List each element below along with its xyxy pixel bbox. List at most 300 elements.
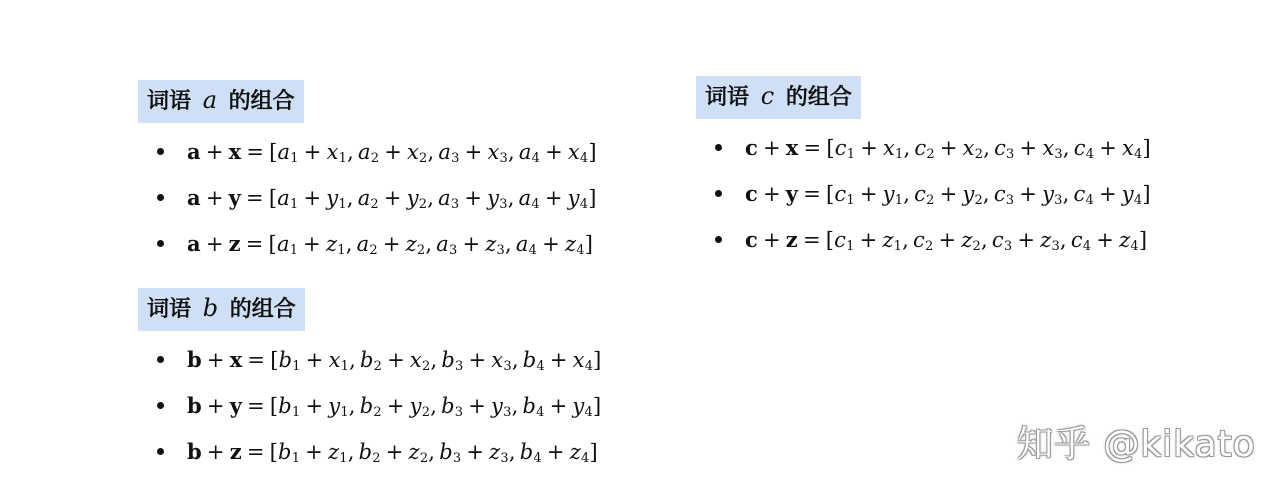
plus-sign: + (464, 140, 483, 164)
term-index: 3 (503, 359, 512, 374)
comma: , (507, 186, 515, 210)
bullet-icon (715, 190, 722, 197)
term-index: 2 (421, 405, 431, 420)
lhs-vector: b (187, 439, 202, 464)
term-index: 3 (1005, 193, 1015, 208)
plus-sign: + (763, 228, 781, 252)
lhs-vector: b (187, 347, 202, 372)
term-var: x (487, 140, 500, 164)
comma: , (1062, 136, 1070, 160)
term-index: 2 (421, 359, 431, 374)
term-index: 1 (895, 147, 904, 162)
term-var: b (358, 440, 373, 464)
lhs-vector: y (228, 185, 242, 210)
watermark: 知乎 @kikato (1017, 424, 1256, 465)
term-var: b (359, 394, 374, 418)
term-index: 4 (531, 197, 540, 212)
comma: , (1062, 182, 1070, 206)
term-index: 2 (972, 239, 982, 254)
comma: , (428, 440, 436, 464)
comma: , (981, 228, 988, 252)
term-index: 3 (449, 243, 458, 258)
heading-label-after: 的组合 (229, 297, 296, 322)
plus-sign: + (468, 348, 487, 372)
term-var: x (328, 348, 341, 372)
bullet-icon (715, 144, 722, 151)
lhs-vector: z (229, 439, 242, 464)
section-c (696, 76, 1151, 263)
plus-sign: + (468, 394, 487, 418)
bullet-icon (157, 240, 164, 247)
comma: , (1059, 228, 1067, 252)
lhs-vector: z (228, 231, 241, 256)
term-index: 3 (1003, 239, 1013, 254)
close-bracket: ] (1142, 136, 1151, 160)
plus-sign: + (305, 440, 323, 464)
section-b-equation-list (138, 337, 602, 475)
comma: , (427, 186, 435, 210)
term-index: 3 (1054, 193, 1063, 208)
term-index: 2 (926, 193, 935, 208)
equation-item (696, 125, 1151, 171)
term-var: a (438, 140, 452, 164)
equation (187, 394, 601, 418)
term-var: a (357, 186, 371, 210)
term-index: 4 (1133, 193, 1143, 208)
heading-label-before: 词语 (147, 89, 192, 114)
comma: , (505, 232, 512, 256)
term-var: a (276, 232, 290, 256)
equation (187, 232, 593, 256)
term-var: z (569, 440, 581, 464)
equals-sign: = (247, 348, 266, 372)
term-var: y (572, 394, 585, 418)
plus-sign: + (938, 228, 957, 252)
comma: , (902, 228, 910, 252)
term-index: 4 (1085, 147, 1095, 162)
plus-sign: + (382, 232, 401, 256)
term-index: 3 (455, 359, 464, 374)
plus-sign: + (1019, 182, 1038, 206)
equation (187, 440, 598, 464)
term-index: 4 (584, 405, 593, 420)
term-var: z (961, 228, 973, 252)
term-index: 1 (338, 151, 348, 166)
plus-sign: + (544, 186, 563, 210)
term-index: 2 (974, 193, 983, 208)
term-var: y (1121, 182, 1134, 206)
plus-sign: + (206, 394, 225, 418)
term-var: b (278, 440, 292, 464)
term-var: c (991, 228, 1004, 252)
term-index: 4 (579, 151, 589, 166)
term-index: 1 (846, 147, 856, 162)
equals-sign: = (247, 394, 265, 418)
bullet-icon (157, 356, 164, 363)
section-c-equation-list (696, 125, 1151, 263)
term-var: y (328, 394, 341, 418)
term-var: a (515, 232, 529, 256)
term-var: c (1073, 182, 1086, 206)
plus-sign: + (939, 182, 958, 206)
plus-sign: + (205, 186, 224, 210)
lhs-vector: y (229, 393, 243, 418)
term-index: 4 (1082, 239, 1092, 254)
bullet-icon (157, 148, 164, 155)
heading-label-after: 的组合 (785, 85, 852, 110)
equals-sign: = (246, 186, 264, 210)
term-index: 3 (451, 151, 460, 166)
comma: , (346, 186, 354, 210)
term-var: x (409, 348, 422, 372)
plus-sign: + (384, 140, 402, 164)
term-var: z (408, 440, 420, 464)
open-bracket: [ (269, 394, 279, 418)
term-index: 3 (1006, 147, 1015, 162)
term-var: x (572, 348, 585, 372)
term-index: 4 (1085, 193, 1094, 208)
term-index: 2 (416, 243, 426, 258)
plus-sign: + (859, 182, 878, 206)
section-c-heading (696, 76, 861, 119)
term-var: a (277, 140, 291, 164)
term-index: 2 (373, 359, 383, 374)
term-var: c (914, 136, 927, 160)
term-index: 3 (1051, 239, 1060, 254)
heading-label-after: 的组合 (228, 89, 295, 114)
term-index: 2 (419, 451, 429, 466)
term-var: y (882, 182, 895, 206)
open-bracket: [ (269, 440, 279, 464)
equation (745, 182, 1151, 206)
term-index: 1 (291, 451, 301, 466)
term-index: 1 (340, 405, 349, 420)
term-var: x (1042, 136, 1055, 160)
term-index: 3 (500, 451, 509, 466)
term-index: 3 (496, 243, 506, 258)
section-a (138, 80, 597, 267)
term-var: c (834, 182, 847, 206)
plus-sign: + (545, 140, 563, 164)
term-index: 4 (533, 451, 542, 466)
term-index: 1 (290, 151, 299, 166)
plus-sign: + (466, 440, 485, 464)
term-var: b (359, 348, 374, 372)
term-index: 2 (926, 147, 935, 162)
plus-sign: + (462, 232, 481, 256)
open-bracket: [ (826, 136, 835, 160)
term-var: x (882, 136, 896, 160)
plus-sign: + (303, 140, 322, 164)
close-bracket: ] (1142, 182, 1151, 206)
term-index: 4 (580, 451, 590, 466)
equation-item (138, 429, 602, 475)
close-bracket: ] (584, 232, 594, 256)
plus-sign: + (546, 440, 565, 464)
plus-sign: + (206, 348, 225, 372)
term-index: 4 (584, 359, 594, 374)
comma: , (511, 394, 519, 418)
lhs-vector: a (187, 185, 201, 210)
term-var: c (994, 136, 1007, 160)
term-index: 1 (340, 359, 350, 374)
open-bracket: [ (270, 348, 279, 372)
comma: , (349, 348, 356, 372)
term-index: 4 (1134, 147, 1143, 162)
comma: , (507, 140, 515, 164)
equation (745, 136, 1151, 160)
plus-sign: + (542, 232, 560, 256)
equation (187, 140, 597, 164)
term-var: b (441, 348, 455, 372)
heading-label-before: 词语 (147, 297, 192, 322)
term-index: 1 (846, 239, 855, 254)
plus-sign: + (549, 348, 568, 372)
term-var: x (491, 348, 504, 372)
term-index: 4 (579, 197, 589, 212)
term-var: y (406, 186, 419, 210)
comma: , (425, 232, 433, 256)
comma: , (508, 440, 516, 464)
close-bracket: ] (593, 348, 602, 372)
term-index: 4 (531, 151, 541, 166)
section-a-equation-list (138, 129, 597, 267)
comma: , (982, 182, 990, 206)
term-index: 1 (846, 193, 855, 208)
term-index: 2 (418, 197, 428, 212)
plus-sign: + (383, 186, 402, 210)
term-var: x (1122, 136, 1135, 160)
term-index: 3 (454, 405, 464, 420)
equation (187, 348, 602, 372)
section-b-heading (138, 288, 305, 331)
close-bracket: ] (588, 186, 597, 210)
term-var: b (439, 440, 453, 464)
term-var: a (518, 140, 532, 164)
equation-item (696, 171, 1151, 217)
term-var: y (326, 186, 339, 210)
lhs-vector: c (745, 227, 758, 252)
heading-variable: c (760, 82, 775, 110)
bullet-icon (157, 402, 164, 409)
term-index: 1 (893, 239, 903, 254)
section-b (138, 288, 602, 475)
plus-sign: + (1096, 228, 1115, 252)
lhs-vector: x (229, 347, 243, 372)
open-bracket: [ (825, 228, 835, 252)
lhs-vector: a (187, 139, 201, 164)
term-var: c (993, 182, 1006, 206)
plus-sign: + (305, 394, 324, 418)
term-var: b (522, 348, 537, 372)
term-index: 3 (452, 451, 462, 466)
plus-sign: + (939, 136, 958, 160)
term-var: z (882, 228, 894, 252)
term-var: x (962, 136, 975, 160)
term-var: z (489, 440, 501, 464)
term-var: z (1119, 228, 1131, 252)
term-index: 2 (974, 147, 984, 162)
plus-sign: + (549, 394, 568, 418)
term-var: c (834, 228, 847, 252)
heading-label-before: 词语 (705, 85, 750, 110)
term-var: x (326, 140, 339, 164)
term-var: y (487, 186, 500, 210)
term-var: c (913, 228, 925, 252)
term-var: b (519, 440, 534, 464)
term-var: z (1040, 228, 1052, 252)
lhs-vector: c (745, 181, 758, 206)
equation-item (138, 383, 602, 429)
lhs-vector: c (745, 135, 758, 160)
plus-sign: + (205, 140, 224, 164)
comma: , (903, 182, 911, 206)
lhs-vector: x (228, 139, 242, 164)
bullet-icon (157, 194, 164, 201)
term-index: 1 (894, 193, 904, 208)
comma: , (903, 136, 911, 160)
plus-sign: + (859, 228, 878, 252)
plus-sign: + (205, 232, 224, 256)
equation-item (138, 337, 602, 383)
term-index: 3 (450, 197, 460, 212)
equals-sign: = (246, 140, 265, 164)
comma: , (348, 394, 356, 418)
plus-sign: + (1099, 136, 1117, 160)
lhs-vector: x (785, 135, 799, 160)
bullet-icon (157, 448, 164, 455)
plus-sign: + (303, 232, 321, 256)
close-bracket: ] (588, 140, 597, 164)
term-var: z (405, 232, 417, 256)
open-bracket: [ (268, 186, 278, 210)
close-bracket: ] (589, 440, 598, 464)
term-var: y (491, 394, 504, 418)
term-index: 4 (1130, 239, 1139, 254)
plus-sign: + (1098, 182, 1117, 206)
plus-sign: + (386, 394, 405, 418)
term-var: x (567, 140, 580, 164)
plus-sign: + (303, 186, 322, 210)
term-var: z (327, 440, 340, 464)
term-var: c (834, 136, 847, 160)
lhs-vector: a (187, 231, 201, 256)
term-index: 1 (337, 243, 346, 258)
lhs-vector: b (187, 393, 202, 418)
term-var: c (1073, 136, 1086, 160)
term-var: a (357, 140, 371, 164)
term-index: 2 (925, 239, 934, 254)
open-bracket: [ (269, 140, 278, 164)
plus-sign: + (1017, 228, 1036, 252)
term-index: 2 (419, 151, 428, 166)
term-index: 2 (370, 151, 380, 166)
equation (745, 228, 1147, 252)
plus-sign: + (385, 440, 404, 464)
bullet-icon (715, 236, 722, 243)
close-bracket: ] (1138, 228, 1148, 252)
comma: , (511, 348, 519, 372)
term-index: 2 (369, 243, 378, 258)
equation-item (138, 221, 597, 267)
term-index: 1 (339, 451, 348, 466)
open-bracket: [ (268, 232, 277, 256)
plus-sign: + (860, 136, 878, 160)
term-index: 1 (291, 405, 301, 420)
term-index: 1 (289, 243, 299, 258)
term-index: 1 (289, 197, 299, 212)
comma: , (427, 140, 435, 164)
term-var: b (522, 394, 537, 418)
term-var: a (356, 232, 370, 256)
equals-sign: = (803, 182, 821, 206)
comma: , (345, 232, 353, 256)
term-var: z (485, 232, 497, 256)
plus-sign: + (464, 186, 483, 210)
term-index: 3 (499, 197, 508, 212)
term-index: 4 (536, 405, 545, 420)
equation (187, 186, 597, 210)
equals-sign: = (802, 228, 821, 252)
lhs-vector: z (785, 227, 798, 252)
term-index: 4 (576, 243, 585, 258)
plus-sign: + (206, 440, 225, 464)
term-var: z (564, 232, 577, 256)
term-var: b (278, 394, 292, 418)
equals-sign: = (803, 136, 822, 160)
term-var: a (518, 186, 532, 210)
term-index: 2 (372, 451, 381, 466)
lhs-vector: y (785, 181, 799, 206)
term-var: b (441, 394, 455, 418)
term-index: 2 (370, 197, 379, 212)
plus-sign: + (763, 182, 781, 206)
term-var: x (407, 140, 420, 164)
plus-sign: + (763, 136, 781, 160)
term-index: 2 (373, 405, 382, 420)
equation-item (138, 129, 597, 175)
term-var: c (1070, 228, 1083, 252)
equation-item (696, 217, 1151, 263)
open-bracket: [ (826, 182, 835, 206)
comma: , (347, 140, 354, 164)
term-var: a (436, 232, 449, 256)
term-index: 1 (292, 359, 301, 374)
term-index: 1 (338, 197, 347, 212)
plus-sign: + (305, 348, 324, 372)
section-a-heading (138, 80, 304, 123)
plus-sign: + (387, 348, 405, 372)
term-var: y (409, 394, 422, 418)
equals-sign: = (246, 440, 265, 464)
comma: , (430, 348, 438, 372)
equation-item (138, 175, 597, 221)
comma: , (430, 394, 438, 418)
heading-variable: a (202, 86, 217, 114)
heading-variable: b (202, 294, 219, 322)
term-index: 3 (503, 405, 512, 420)
comma: , (983, 136, 991, 160)
equals-sign: = (245, 232, 264, 256)
term-var: b (278, 348, 293, 372)
term-index: 3 (1054, 147, 1063, 162)
term-var: y (567, 186, 580, 210)
close-bracket: ] (592, 394, 602, 418)
plus-sign: + (1019, 136, 1038, 160)
term-var: a (438, 186, 451, 210)
term-var: y (962, 182, 975, 206)
term-index: 3 (499, 151, 508, 166)
